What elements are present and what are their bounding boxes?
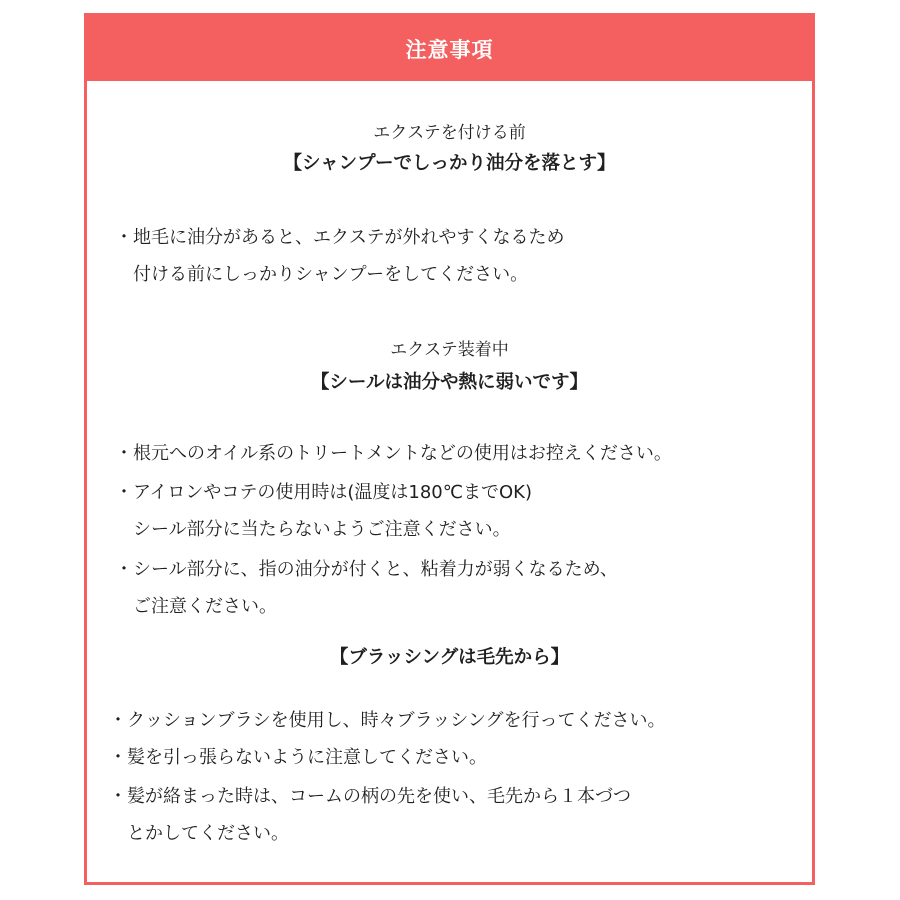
bullet-item — [115, 442, 672, 466]
bullet-item — [115, 558, 618, 582]
notice-header — [87, 16, 812, 81]
section-heading-shampoo: 【シャンプーでしっかり油分を落とす】 — [283, 153, 616, 174]
bullet-text: 髪が絡まった時は、コームの柄の先を使い、毛先から１本づつ — [127, 786, 631, 807]
bullet-item — [109, 746, 487, 770]
bullet-marker: ・ — [115, 559, 133, 580]
bullet-continuation: 付ける前にしっかりシャンプーをしてください。 — [133, 264, 529, 285]
section-subtitle-before-attaching: エクステを付ける前 — [373, 123, 526, 143]
bullet-item — [115, 226, 564, 250]
bullet-text: シール部分に、指の油分が付くと、粘着力が弱くなるため、 — [133, 559, 618, 580]
bullet-item — [109, 785, 631, 809]
bullet-continuation: とかしてください。 — [127, 823, 289, 844]
bullet-marker: ・ — [109, 747, 127, 768]
bullet-marker: ・ — [109, 710, 127, 731]
section-heading-seal: 【シールは油分や熱に弱いです】 — [310, 372, 589, 393]
bullet-continuation: ご注意ください。 — [133, 596, 277, 617]
section-heading-brushing: 【ブラッシングは毛先から】 — [329, 647, 570, 668]
bullet-text: 髪を引っ張らないように注意してください。 — [127, 747, 487, 768]
bullet-marker: ・ — [115, 443, 133, 464]
bullet-marker: ・ — [109, 786, 127, 807]
notice-panel — [84, 13, 815, 885]
bullet-text: アイロンやコテの使用時は(温度は180℃までOK) — [133, 482, 532, 503]
bullet-item — [115, 481, 532, 505]
bullet-text: 根元へのオイル系のトリートメントなどの使用はお控えください。 — [133, 443, 672, 464]
section-subtitle-while-wearing: エクステ装着中 — [390, 340, 509, 360]
bullet-text: クッションブラシを使用し、時々ブラッシングを行ってください。 — [127, 710, 666, 731]
bullet-item — [109, 709, 665, 733]
notice-title: 注意事項 — [405, 37, 494, 62]
bullet-marker: ・ — [115, 227, 133, 248]
bullet-text: 地毛に油分があると、エクステが外れやすくなるため — [133, 227, 565, 248]
bullet-marker: ・ — [115, 482, 133, 503]
bullet-continuation: シール部分に当たらないようご注意ください。 — [133, 519, 511, 540]
